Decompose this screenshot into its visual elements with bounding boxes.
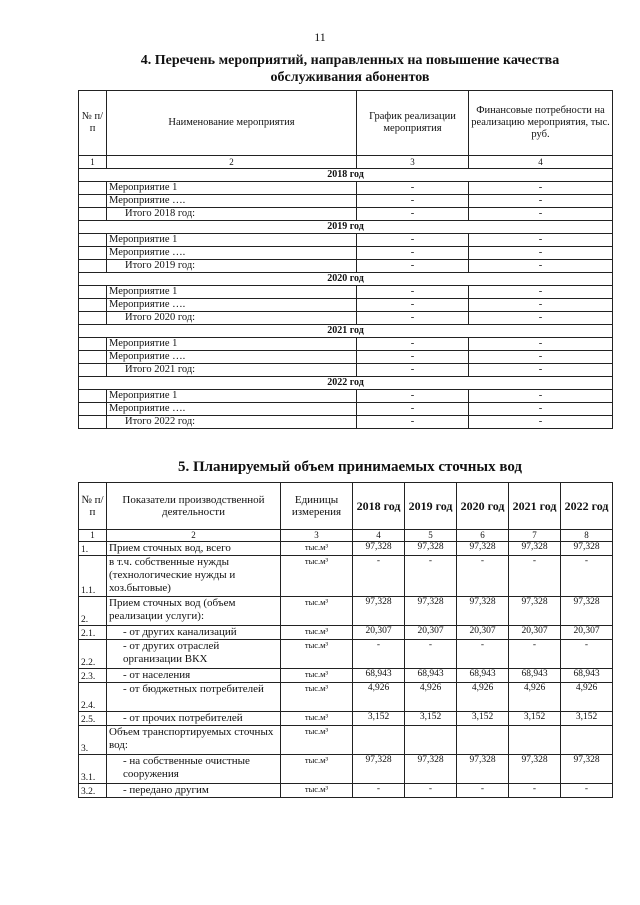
value-cell: 97,328 [509, 542, 561, 556]
finance-cell: - [469, 182, 613, 195]
table-header-row [79, 483, 613, 530]
value-cell: - [509, 784, 561, 798]
wastewater-table [78, 482, 613, 798]
value-cell: 68,943 [509, 669, 561, 683]
value-cell: - [353, 784, 405, 798]
row-number: 3.2. [79, 784, 107, 798]
unit-cell: тыс.м³ [281, 542, 353, 556]
value-cell: 97,328 [457, 755, 509, 784]
value-cell: 3,152 [457, 712, 509, 726]
value-cell: 97,328 [405, 597, 457, 626]
activity-name: Итого 2020 год: [107, 312, 357, 325]
activity-name: Итого 2019 год: [107, 260, 357, 273]
schedule-cell: - [357, 364, 469, 377]
row-number-cell [79, 247, 107, 260]
column-number-cell: 1 [79, 156, 107, 169]
column-number-row [79, 156, 613, 169]
value-cell: - [405, 556, 457, 597]
indicator-label: - передано другим [107, 784, 281, 798]
value-cell: 97,328 [405, 542, 457, 556]
value-cell: 97,328 [509, 755, 561, 784]
row-number-cell [79, 416, 107, 429]
header-cell: График реализации мероприятия [357, 91, 469, 156]
finance-cell: - [469, 260, 613, 273]
table-row [79, 364, 613, 377]
finance-cell: - [469, 286, 613, 299]
table-row [79, 195, 613, 208]
header-cell: Финансовые потребности на реализацию мероприятия, тыс. руб. [469, 91, 613, 156]
row-number: 3.1. [79, 755, 107, 784]
row-number: 3. [79, 726, 107, 755]
activity-name: Мероприятие 1 [107, 338, 357, 351]
table-row [79, 338, 613, 351]
value-cell: - [457, 640, 509, 669]
column-number-cell: 6 [457, 530, 509, 542]
year-row [79, 169, 613, 182]
value-cell: 68,943 [353, 669, 405, 683]
finance-cell: - [469, 338, 613, 351]
column-number-cell: 7 [509, 530, 561, 542]
table-header-row [79, 91, 613, 156]
activity-name: Мероприятие 1 [107, 182, 357, 195]
row-number: 2.2. [79, 640, 107, 669]
indicator-label: Прием сточных вод, всего [107, 542, 281, 556]
section-4-title-line-1: 4. Перечень мероприятий, направленных на повышение качества [140, 53, 560, 68]
value-cell: 3,152 [561, 712, 613, 726]
unit-cell: тыс.м³ [281, 669, 353, 683]
column-number-cell: 5 [405, 530, 457, 542]
finance-cell: - [469, 351, 613, 364]
table-row [79, 234, 613, 247]
value-cell: 20,307 [457, 626, 509, 640]
row-number-cell [79, 390, 107, 403]
column-number-cell: 1 [79, 530, 107, 542]
year-heading: 2021 год [79, 325, 613, 338]
value-cell [561, 726, 613, 755]
row-number-cell [79, 195, 107, 208]
finance-cell: - [469, 299, 613, 312]
activity-name: Итого 2022 год: [107, 416, 357, 429]
header-year: 2018 год [353, 483, 405, 530]
section-4-title [90, 52, 610, 86]
row-number: 1. [79, 542, 107, 556]
column-number-row [79, 530, 613, 542]
row-number: 2. [79, 597, 107, 626]
schedule-cell: - [357, 338, 469, 351]
value-cell: - [353, 640, 405, 669]
table-row [79, 286, 613, 299]
row-number-cell [79, 260, 107, 273]
header-year: 2021 год [509, 483, 561, 530]
value-cell: 3,152 [509, 712, 561, 726]
year-heading: 2018 год [79, 169, 613, 182]
value-cell: 68,943 [457, 669, 509, 683]
schedule-cell: - [357, 234, 469, 247]
row-number-cell [79, 286, 107, 299]
value-cell: 97,328 [353, 542, 405, 556]
value-cell: 97,328 [457, 597, 509, 626]
value-cell: 20,307 [353, 626, 405, 640]
finance-cell: - [469, 312, 613, 325]
activity-name: Мероприятие …. [107, 299, 357, 312]
header-unit: Единицы измерения [281, 483, 353, 530]
finance-cell: - [469, 390, 613, 403]
finance-cell: - [469, 208, 613, 221]
schedule-cell: - [357, 247, 469, 260]
table-row [79, 247, 613, 260]
section-4-title-line-2: обслуживания абонентов [270, 70, 430, 85]
table-row [79, 683, 613, 712]
unit-cell: тыс.м³ [281, 626, 353, 640]
value-cell [405, 726, 457, 755]
value-cell: - [353, 556, 405, 597]
indicator-label: - от других канализаций [107, 626, 281, 640]
row-number: 2.1. [79, 626, 107, 640]
table-row [79, 669, 613, 683]
activities-table [78, 90, 613, 429]
table-row [79, 755, 613, 784]
unit-cell: тыс.м³ [281, 683, 353, 712]
value-cell: 4,926 [561, 683, 613, 712]
year-row [79, 377, 613, 390]
value-cell: 4,926 [353, 683, 405, 712]
unit-cell: тыс.м³ [281, 640, 353, 669]
schedule-cell: - [357, 286, 469, 299]
value-cell: - [509, 640, 561, 669]
indicator-label: Прием сточных вод (объем реализации услуги): [107, 597, 281, 626]
unit-cell: тыс.м³ [281, 784, 353, 798]
year-row [79, 221, 613, 234]
row-number-cell [79, 403, 107, 416]
table-row [79, 312, 613, 325]
column-number-cell: 2 [107, 156, 357, 169]
column-number-cell: 4 [353, 530, 405, 542]
row-number: 1.1. [79, 556, 107, 597]
unit-cell: тыс.м³ [281, 755, 353, 784]
indicator-label: - от населения [107, 669, 281, 683]
finance-cell: - [469, 234, 613, 247]
schedule-cell: - [357, 312, 469, 325]
table-row [79, 556, 613, 597]
value-cell: - [561, 784, 613, 798]
year-heading: 2020 год [79, 273, 613, 286]
value-cell [457, 726, 509, 755]
value-cell: 4,926 [457, 683, 509, 712]
unit-cell: тыс.м³ [281, 726, 353, 755]
finance-cell: - [469, 247, 613, 260]
activity-name: Мероприятие …. [107, 351, 357, 364]
row-number-cell [79, 351, 107, 364]
activity-name: Мероприятие …. [107, 247, 357, 260]
activity-name: Итого 2021 год: [107, 364, 357, 377]
row-number-cell [79, 364, 107, 377]
schedule-cell: - [357, 260, 469, 273]
value-cell: 3,152 [405, 712, 457, 726]
unit-cell: тыс.м³ [281, 556, 353, 597]
value-cell: 68,943 [561, 669, 613, 683]
activity-name: Мероприятие 1 [107, 286, 357, 299]
row-number: 2.4. [79, 683, 107, 712]
value-cell: - [405, 784, 457, 798]
year-row [79, 273, 613, 286]
header-number: № п/п [79, 483, 107, 530]
table-row [79, 208, 613, 221]
table-row [79, 640, 613, 669]
activity-name: Мероприятие …. [107, 195, 357, 208]
table-row [79, 712, 613, 726]
finance-cell: - [469, 416, 613, 429]
value-cell: 4,926 [509, 683, 561, 712]
value-cell [353, 726, 405, 755]
indicator-label: - от прочих потребителей [107, 712, 281, 726]
header-year: 2022 год [561, 483, 613, 530]
value-cell: - [561, 640, 613, 669]
finance-cell: - [469, 364, 613, 377]
value-cell: 20,307 [405, 626, 457, 640]
value-cell: - [457, 784, 509, 798]
activity-name: Мероприятие …. [107, 403, 357, 416]
table-row [79, 260, 613, 273]
value-cell: 97,328 [561, 542, 613, 556]
table-row [79, 299, 613, 312]
section-5-title: 5. Планируемый объем принимаемых сточных вод [177, 459, 523, 475]
schedule-cell: - [357, 351, 469, 364]
header-year: 2020 год [457, 483, 509, 530]
row-number-cell [79, 234, 107, 247]
value-cell: 97,328 [353, 755, 405, 784]
column-number-cell: 3 [281, 530, 353, 542]
value-cell: - [457, 556, 509, 597]
table-row [79, 416, 613, 429]
table-row [79, 726, 613, 755]
column-number-cell: 4 [469, 156, 613, 169]
table-row [79, 784, 613, 798]
page-number: 11 [314, 30, 326, 44]
row-number-cell [79, 338, 107, 351]
table-row [79, 182, 613, 195]
value-cell: - [509, 556, 561, 597]
schedule-cell: - [357, 403, 469, 416]
row-number-cell [79, 208, 107, 221]
row-number: 2.5. [79, 712, 107, 726]
schedule-cell: - [357, 416, 469, 429]
value-cell: 97,328 [509, 597, 561, 626]
indicator-label: - на собственные очистные сооружения [107, 755, 281, 784]
value-cell: 97,328 [405, 755, 457, 784]
table-row [79, 597, 613, 626]
table-row [79, 403, 613, 416]
value-cell: 20,307 [509, 626, 561, 640]
value-cell: 97,328 [457, 542, 509, 556]
schedule-cell: - [357, 208, 469, 221]
value-cell: 3,152 [353, 712, 405, 726]
row-number: 2.3. [79, 669, 107, 683]
table-row [79, 542, 613, 556]
schedule-cell: - [357, 195, 469, 208]
unit-cell: тыс.м³ [281, 597, 353, 626]
year-row [79, 325, 613, 338]
year-heading: 2022 год [79, 377, 613, 390]
table-row [79, 626, 613, 640]
table-row [79, 351, 613, 364]
activity-name: Мероприятие 1 [107, 390, 357, 403]
value-cell [509, 726, 561, 755]
schedule-cell: - [357, 182, 469, 195]
header-cell: Наименование мероприятия [107, 91, 357, 156]
indicator-label: - от бюджетных потребителей [107, 683, 281, 712]
activity-name: Мероприятие 1 [107, 234, 357, 247]
value-cell: 97,328 [561, 597, 613, 626]
value-cell: 68,943 [405, 669, 457, 683]
year-heading: 2019 год [79, 221, 613, 234]
table-row [79, 390, 613, 403]
indicator-label: - от других отраслей организации ВКХ [107, 640, 281, 669]
finance-cell: - [469, 403, 613, 416]
schedule-cell: - [357, 299, 469, 312]
value-cell: 97,328 [353, 597, 405, 626]
value-cell: 20,307 [561, 626, 613, 640]
indicator-label: в т.ч. собственные нужды (технологические нужды и хоз.бытовые) [107, 556, 281, 597]
indicator-label: Объем транспортируемых сточных вод: [107, 726, 281, 755]
header-year: 2019 год [405, 483, 457, 530]
value-cell: 4,926 [405, 683, 457, 712]
activity-name: Итого 2018 год: [107, 208, 357, 221]
value-cell: - [561, 556, 613, 597]
value-cell: - [405, 640, 457, 669]
row-number-cell [79, 182, 107, 195]
unit-cell: тыс.м³ [281, 712, 353, 726]
row-number-cell [79, 299, 107, 312]
value-cell: 97,328 [561, 755, 613, 784]
column-number-cell: 3 [357, 156, 469, 169]
column-number-cell: 8 [561, 530, 613, 542]
finance-cell: - [469, 195, 613, 208]
header-indicator: Показатели производственной деятельности [107, 483, 281, 530]
row-number-cell [79, 312, 107, 325]
schedule-cell: - [357, 390, 469, 403]
column-number-cell: 2 [107, 530, 281, 542]
header-cell: № п/п [79, 91, 107, 156]
